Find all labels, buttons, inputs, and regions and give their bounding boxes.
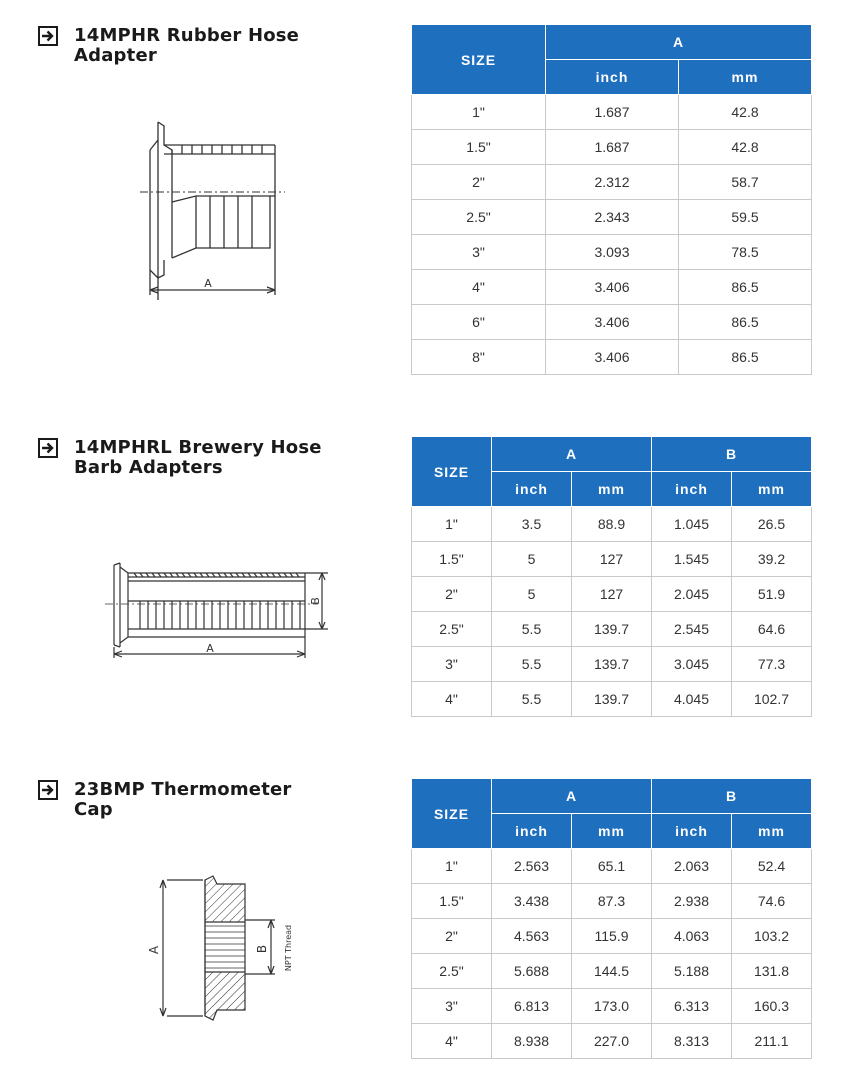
npt-thread-label: NPT Thread bbox=[284, 924, 293, 972]
value-cell: 127 bbox=[572, 577, 652, 612]
value-cell: 227.0 bbox=[572, 1024, 652, 1059]
value-cell: 173.0 bbox=[572, 989, 652, 1024]
value-cell: 1.045 bbox=[652, 507, 732, 542]
size-cell: 6" bbox=[412, 305, 546, 340]
size-cell: 1.5" bbox=[412, 542, 492, 577]
table-row bbox=[412, 305, 812, 340]
table-row bbox=[412, 340, 812, 375]
value-cell: 4.063 bbox=[652, 919, 732, 954]
value-cell: 2.343 bbox=[546, 200, 679, 235]
value-cell: 39.2 bbox=[732, 542, 812, 577]
value-cell: 6.313 bbox=[652, 989, 732, 1024]
value-cell: 1.687 bbox=[546, 130, 679, 165]
table-row bbox=[412, 507, 812, 542]
size-cell: 2" bbox=[412, 577, 492, 612]
value-cell: 8.313 bbox=[652, 1024, 732, 1059]
size-cell: 1.5" bbox=[412, 884, 492, 919]
value-cell: 42.8 bbox=[679, 130, 812, 165]
size-cell: 2.5" bbox=[412, 200, 546, 235]
value-cell: 131.8 bbox=[732, 954, 812, 989]
table-row bbox=[412, 989, 812, 1024]
unit-header-inch: inch bbox=[652, 472, 732, 507]
value-cell: 102.7 bbox=[732, 682, 812, 717]
title-line-1: 14MPHR Rubber Hose bbox=[74, 25, 300, 46]
value-cell: 3.093 bbox=[546, 235, 679, 270]
value-cell: 3.406 bbox=[546, 340, 679, 375]
arrow-right-box-icon bbox=[38, 26, 58, 46]
size-cell: 2" bbox=[412, 165, 546, 200]
value-cell: 4.045 bbox=[652, 682, 732, 717]
value-cell: 139.7 bbox=[572, 647, 652, 682]
size-cell: 1" bbox=[412, 849, 492, 884]
value-cell: 65.1 bbox=[572, 849, 652, 884]
title-line-1: 23BMP Thermometer bbox=[74, 779, 292, 800]
table-row bbox=[412, 542, 812, 577]
value-cell: 115.9 bbox=[572, 919, 652, 954]
table-row bbox=[412, 165, 812, 200]
value-cell: 64.6 bbox=[732, 612, 812, 647]
table-row bbox=[412, 849, 812, 884]
value-cell: 2.045 bbox=[652, 577, 732, 612]
spec-table-14mphr bbox=[411, 24, 812, 375]
size-cell: 1.5" bbox=[412, 130, 546, 165]
group-header-b: B bbox=[652, 437, 812, 472]
value-cell: 74.6 bbox=[732, 884, 812, 919]
title-line-2: Barb Adapters bbox=[74, 457, 223, 478]
value-cell: 103.2 bbox=[732, 919, 812, 954]
group-header-b: B bbox=[652, 779, 812, 814]
value-cell: 211.1 bbox=[732, 1024, 812, 1059]
unit-header-mm: mm bbox=[732, 814, 812, 849]
spec-table-14mphrl bbox=[411, 436, 812, 717]
value-cell: 5 bbox=[492, 577, 572, 612]
table-row bbox=[412, 682, 812, 717]
unit-header-inch: inch bbox=[492, 814, 572, 849]
value-cell: 59.5 bbox=[679, 200, 812, 235]
value-cell: 88.9 bbox=[572, 507, 652, 542]
unit-header-mm: mm bbox=[732, 472, 812, 507]
title-line-1: 14MPHRL Brewery Hose bbox=[74, 437, 322, 458]
table-row bbox=[412, 95, 812, 130]
value-cell: 78.5 bbox=[679, 235, 812, 270]
value-cell: 1.687 bbox=[546, 95, 679, 130]
value-cell: 87.3 bbox=[572, 884, 652, 919]
table-row bbox=[412, 612, 812, 647]
value-cell: 4.563 bbox=[492, 919, 572, 954]
size-cell: 4" bbox=[412, 270, 546, 305]
title-line-2: Adapter bbox=[74, 45, 157, 66]
size-cell: 2.5" bbox=[412, 612, 492, 647]
value-cell: 1.545 bbox=[652, 542, 732, 577]
unit-header-inch: inch bbox=[492, 472, 572, 507]
table-row bbox=[412, 647, 812, 682]
size-cell: 1" bbox=[412, 507, 492, 542]
value-cell: 2.563 bbox=[492, 849, 572, 884]
value-cell: 144.5 bbox=[572, 954, 652, 989]
size-cell: 3" bbox=[412, 235, 546, 270]
table-row bbox=[412, 884, 812, 919]
size-cell: 2.5" bbox=[412, 954, 492, 989]
group-header-a: A bbox=[492, 437, 652, 472]
value-cell: 3.406 bbox=[546, 305, 679, 340]
size-cell: 2" bbox=[412, 919, 492, 954]
unit-header-inch: inch bbox=[546, 60, 679, 95]
value-cell: 3.438 bbox=[492, 884, 572, 919]
value-cell: 42.8 bbox=[679, 95, 812, 130]
value-cell: 5.688 bbox=[492, 954, 572, 989]
section-title-23bmp bbox=[38, 780, 358, 820]
value-cell: 86.5 bbox=[679, 340, 812, 375]
size-header: SIZE bbox=[412, 25, 546, 95]
value-cell: 51.9 bbox=[732, 577, 812, 612]
value-cell: 77.3 bbox=[732, 647, 812, 682]
value-cell: 26.5 bbox=[732, 507, 812, 542]
arrow-right-box-icon bbox=[38, 780, 58, 800]
size-cell: 4" bbox=[412, 1024, 492, 1059]
value-cell: 5.5 bbox=[492, 612, 572, 647]
table-row bbox=[412, 1024, 812, 1059]
drawing-brewery-hose-barb bbox=[100, 555, 335, 660]
size-cell: 4" bbox=[412, 682, 492, 717]
value-cell: 2.063 bbox=[652, 849, 732, 884]
value-cell: 5.5 bbox=[492, 647, 572, 682]
group-header-a: A bbox=[546, 25, 812, 60]
dimension-a-label: A bbox=[147, 945, 161, 955]
table-row bbox=[412, 270, 812, 305]
value-cell: 8.938 bbox=[492, 1024, 572, 1059]
size-cell: 8" bbox=[412, 340, 546, 375]
drawing-thermometer-cap bbox=[145, 870, 305, 1055]
value-cell: 3.045 bbox=[652, 647, 732, 682]
value-cell: 160.3 bbox=[732, 989, 812, 1024]
unit-header-inch: inch bbox=[652, 814, 732, 849]
table-row bbox=[412, 235, 812, 270]
value-cell: 6.813 bbox=[492, 989, 572, 1024]
spec-table-23bmp bbox=[411, 778, 812, 1059]
value-cell: 58.7 bbox=[679, 165, 812, 200]
table-row bbox=[412, 130, 812, 165]
unit-header-mm: mm bbox=[572, 814, 652, 849]
size-cell: 3" bbox=[412, 989, 492, 1024]
arrow-right-box-icon bbox=[38, 438, 58, 458]
value-cell: 86.5 bbox=[679, 270, 812, 305]
title-line-2: Cap bbox=[74, 799, 113, 820]
value-cell: 139.7 bbox=[572, 682, 652, 717]
value-cell: 5.188 bbox=[652, 954, 732, 989]
dimension-b-label: B bbox=[309, 597, 322, 605]
dimension-a-label: A bbox=[204, 277, 212, 290]
value-cell: 52.4 bbox=[732, 849, 812, 884]
size-cell: 1" bbox=[412, 95, 546, 130]
table-row bbox=[412, 577, 812, 612]
dimension-b-label: B bbox=[255, 944, 269, 954]
value-cell: 3.406 bbox=[546, 270, 679, 305]
value-cell: 2.312 bbox=[546, 165, 679, 200]
value-cell: 3.5 bbox=[492, 507, 572, 542]
size-header: SIZE bbox=[412, 437, 492, 507]
size-header: SIZE bbox=[412, 779, 492, 849]
table-row bbox=[412, 919, 812, 954]
table-row bbox=[412, 954, 812, 989]
value-cell: 2.938 bbox=[652, 884, 732, 919]
unit-header-mm: mm bbox=[572, 472, 652, 507]
unit-header-mm: mm bbox=[679, 60, 812, 95]
value-cell: 5 bbox=[492, 542, 572, 577]
value-cell: 86.5 bbox=[679, 305, 812, 340]
section-title-14mphrl bbox=[38, 438, 358, 478]
drawing-rubber-hose-adapter bbox=[120, 110, 290, 300]
dimension-a-label: A bbox=[206, 642, 214, 655]
table-row bbox=[412, 200, 812, 235]
size-cell: 3" bbox=[412, 647, 492, 682]
value-cell: 5.5 bbox=[492, 682, 572, 717]
group-header-a: A bbox=[492, 779, 652, 814]
section-title-14mphr bbox=[38, 26, 358, 66]
value-cell: 139.7 bbox=[572, 612, 652, 647]
value-cell: 2.545 bbox=[652, 612, 732, 647]
value-cell: 127 bbox=[572, 542, 652, 577]
